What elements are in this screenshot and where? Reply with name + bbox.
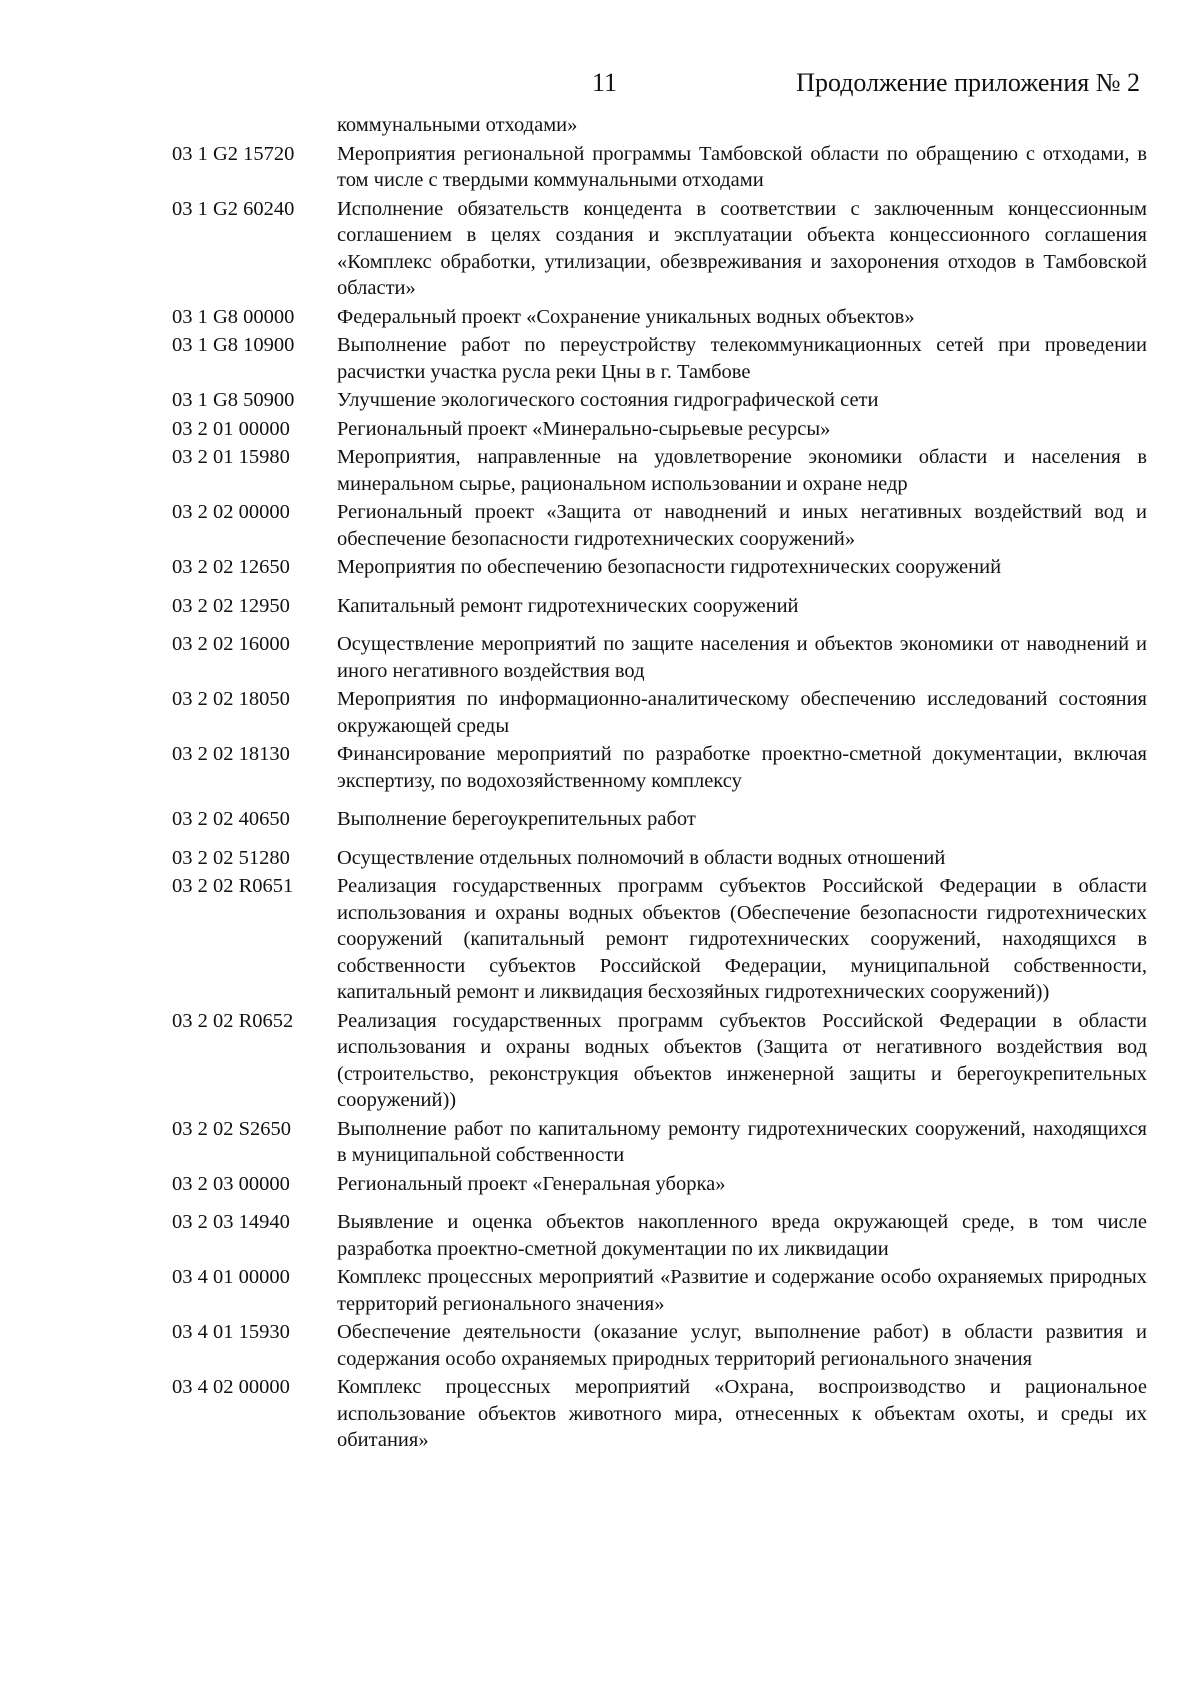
classification-code: 03 2 03 00000	[172, 1172, 290, 1195]
list-item	[172, 631, 1147, 684]
page-header	[0, 68, 1200, 108]
item-description: Мероприятия по информационно-аналитическому обеспечению исследований состояния окружающей среды	[337, 688, 1147, 737]
item-description: Региональный проект «Защита от наводнений и иных негативных воздействий вод и обеспечение безопасности гидротехнических сооружений»	[337, 501, 1147, 550]
code-list	[172, 112, 1147, 1454]
item-description: Исполнение обязательств концедента в соответствии с заключенным концессионным соглашением в целях создания и эксплуатации объекта концессионного соглашения «Комплекс обработки, утилизации, обезвреживания и захоронения отходов в Тамбовской области»	[337, 197, 1147, 299]
classification-code: 03 2 02 12950	[172, 594, 290, 617]
item-description: Мероприятия по обеспечению безопасности гидротехнических сооружений	[337, 556, 1002, 578]
list-item	[172, 1374, 1147, 1454]
list-item	[172, 686, 1147, 739]
list-item	[172, 141, 1147, 194]
classification-code: 03 1 G8 00000	[172, 305, 295, 328]
list-item	[172, 741, 1147, 794]
item-description: Осуществление мероприятий по защите населения и объектов экономики от наводнений и иного негативного воздействия вод	[337, 633, 1147, 682]
item-description: Федеральный проект «Сохранение уникальных водных объектов»	[337, 305, 915, 328]
classification-code: 03 2 02 18130	[172, 743, 290, 765]
list-item	[172, 332, 1147, 385]
classification-code: 03 2 01 15980	[172, 446, 290, 468]
item-description: Комплекс процессных мероприятий «Развитие и содержание особо охраняемых природных территорий регионального значения»	[337, 1266, 1147, 1315]
item-description: Реализация государственных программ субъектов Российской Федерации в области использования и охраны водных объектов (Защита от негативного воздействия вод (строительство, реконструкция объектов инженерной защиты и берегоукрепительных сооружений))	[337, 1009, 1147, 1111]
item-description: Региональный проект «Генеральная уборка»	[337, 1172, 726, 1195]
classification-code: 03 4 01 15930	[172, 1321, 290, 1343]
list-item	[172, 444, 1147, 497]
list-item	[172, 196, 1147, 302]
item-description: Региональный проект «Минерально-сырьевые ресурсы»	[337, 417, 831, 440]
list-item	[172, 387, 1147, 414]
list-item	[172, 1264, 1147, 1317]
list-item	[172, 593, 1147, 620]
page-number: 11	[592, 68, 618, 97]
classification-code: 03 2 02 16000	[172, 633, 290, 655]
list-item	[172, 873, 1147, 1006]
classification-code: 03 2 02 00000	[172, 501, 290, 523]
item-description: Капитальный ремонт гидротехнических сооружений	[337, 594, 799, 617]
classification-code: 03 2 02 R0651	[172, 875, 294, 897]
classification-code: 03 2 03 14940	[172, 1211, 290, 1233]
list-item	[172, 1209, 1147, 1262]
classification-code: 03 1 G2 15720	[172, 142, 295, 165]
item-description: Улучшение экологического состояния гидрографической сети	[337, 389, 879, 411]
classification-code: 03 2 01 00000	[172, 417, 290, 440]
list-item	[172, 416, 1147, 443]
classification-code: 03 1 G8 10900	[172, 334, 295, 356]
list-item	[172, 1319, 1147, 1372]
classification-code: 03 2 02 18050	[172, 688, 290, 710]
list-item	[172, 554, 1147, 581]
item-description: Реализация государственных программ субъектов Российской Федерации в области использования и охраны водных объектов (Обеспечение безопасности гидротехнических сооружений (капитальный ремонт гидротехнических сооружений, находящихся в собственности субъектов Российской Федерации, муниципальной собственности, капитальный ремонт и ликвидация бесхозяйных гидротехнических сооружений))	[337, 875, 1147, 1003]
list-item	[172, 1008, 1147, 1114]
item-description: Выполнение работ по переустройству телекоммуникационных сетей при проведении расчистки участка русла реки Цны в г. Тамбове	[337, 334, 1147, 383]
classification-code: 03 1 G2 60240	[172, 197, 295, 220]
item-description: Комплекс процессных мероприятий «Охрана, воспроизводство и рациональное использование объектов животного мира, отнесенных к объектам охоты, и среды их обитания»	[337, 1376, 1147, 1451]
classification-code: 03 2 02 S2650	[172, 1117, 292, 1140]
list-item	[172, 304, 1147, 331]
classification-code: 03 2 02 40650	[172, 808, 290, 830]
classification-code: 03 2 02 R0652	[172, 1009, 294, 1032]
continued-text: коммунальными отходами»	[337, 114, 578, 136]
item-description: Финансирование мероприятий по разработке проектно-сметной документации, включая экспертизу, по водохозяйственному комплексу	[337, 743, 1147, 792]
item-description: Мероприятия региональной программы Тамбовской области по обращению с отходами, в том числе с твердыми коммунальными отходами	[337, 142, 1147, 191]
list-item	[172, 845, 1147, 872]
classification-code: 03 1 G8 50900	[172, 389, 295, 411]
classification-code: 03 2 02 12650	[172, 556, 290, 578]
classification-code: 03 2 02 51280	[172, 846, 290, 869]
item-description: Мероприятия, направленные на удовлетворение экономики области и населения в минеральном сырье, рациональном использовании и охране недр	[337, 446, 1147, 495]
item-description: Выполнение работ по капитальному ремонту гидротехнических сооружений, находящихся в муниципальной собственности	[337, 1117, 1147, 1166]
item-description: Выявление и оценка объектов накопленного вреда окружающей среде, в том числе разработка проектно-сметной документации по их ликвидации	[337, 1211, 1147, 1260]
item-description: Выполнение берегоукрепительных работ	[337, 808, 696, 830]
classification-code: 03 4 02 00000	[172, 1376, 290, 1398]
classification-code: 03 4 01 00000	[172, 1266, 290, 1288]
list-item	[172, 499, 1147, 552]
item-description: Обеспечение деятельности (оказание услуг, выполнение работ) в области развития и содержания особо охраняемых природных территорий регионального значения	[337, 1321, 1147, 1370]
list-item	[172, 1171, 1147, 1198]
list-item	[172, 806, 1147, 833]
item-description: Осуществление отдельных полномочий в области водных отношений	[337, 846, 946, 869]
list-item	[172, 1116, 1147, 1169]
continuation-title: Продолжение приложения № 2	[796, 68, 1140, 97]
